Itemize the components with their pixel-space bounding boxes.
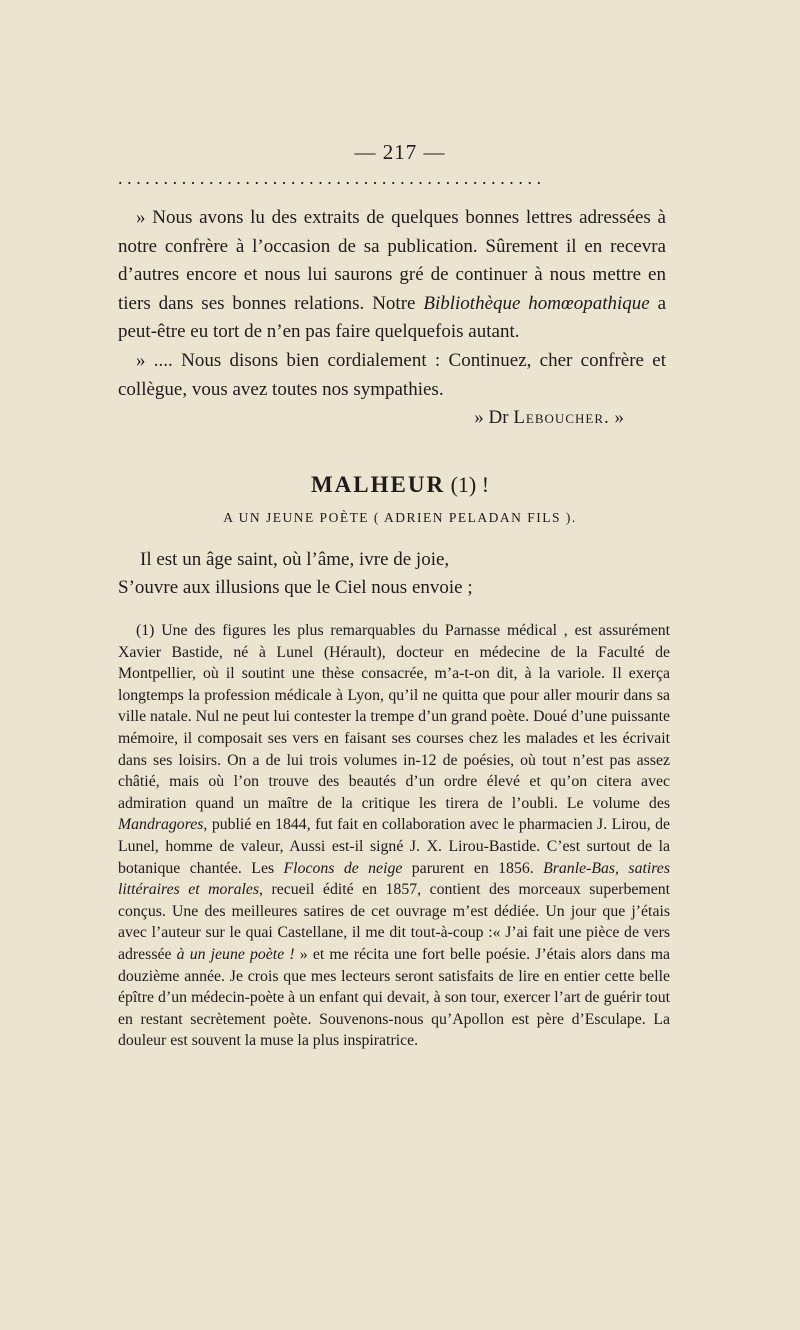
footnote-ref: (1) ! <box>445 472 490 497</box>
footnote-text: (1) Une des figures les plus remarquables du Parnasse médical , est assurément Xavier Bastide, né à Lunel (Hérault), docteur en médecine de la Faculté de Montpellier, où il soutint une thèse consacrée, m’a-t-on dit, à la variole. Il exerça longtemps la profession médicale à Lyon, qu’il ne quitta que pour aller mourir dans sa ville natale. Nul ne peut lui contester la trempe d’un grand poète. Doué d’une puissante mémoire, il composait ses vers en faisant ses courses chez les malades et les écrivait dans ses loisirs. On a de lui trois volumes in-12 de poésies, où tout n’est pas assez châtié, mais où l’on trouve des beautés d’un ordre élevé et qu’on citera avec admiration quand un maître de la critique les tirera de l’oubli. Le volume des Mandragores, publié en 1844, fut fait en collaboration avec le pharmacien J. Lirou, de Lunel, homme de valeur, Aussi est-il signé J. X. Lirou-Bastide. C’est surtout de la botanique chantée. Les Flocons de neige parurent en 1856. Branle-Bas, satires littéraires et morales, recueil édité en 1857, contient des morceaux superbement conçus. Une des meilleures satires de cet ouvrage m’est dédiée. Un jour que j’étais avec l’auteur sur le quai Castellane, il me dit tout-à-coup :« J’ai fait une pièce de vers adressée à un jeune poète ! » et me récita une fort belle poésie. J’étais alors dans ma douzième année. Je crois que mes lecteurs seront satisfaits de lire en entier cette belle épître d’un médecin-poète à un enfant qui devait, à son tour, exercer l’art de guérir tout en restant secrètement poète. Souvenons-nous qu’Apollon est père d’Esculape. La douleur est souvent la muse la plus inspiratrice. <box>118 622 671 1050</box>
poem-heading <box>0 472 800 498</box>
paragraph-text: Notre <box>372 292 424 314</box>
poem-verse <box>118 546 666 602</box>
author-name: Leboucher. <box>513 407 610 429</box>
signature: » Dr Leboucher. » <box>474 407 624 429</box>
book-title: Flocons de neige <box>283 859 403 877</box>
book-title: Branle-Bas, satires littéraires et morales <box>118 859 670 899</box>
verse-line: S’ouvre aux illusions que le Ciel nous envoie ; <box>118 577 473 598</box>
verse-line: Il est un âge saint, où l’âme, ivre de joie, <box>140 549 450 570</box>
page-number: — 217 — <box>354 140 446 164</box>
poem-dedication: A UN JEUNE POÈTE ( ADRIEN PELADAN FILS ). <box>223 510 577 525</box>
poem-title: MALHEUR <box>310 472 446 497</box>
paragraph-text: » Nous avons lu des extraits de quelques bonnes lettres adressées à notre confrère à l’occasion de sa publication. Sûrement il en recevra d’autres encore et nous lui saurons gré de continuer à nous mettre en tiers dans ses bonnes relations. <box>118 207 666 314</box>
poem-quote: à un jeune poète ! <box>176 945 295 963</box>
journal-title: Bibliothèque homœopathique <box>423 292 650 314</box>
paragraph-text: a peut-être eu tort de n’en pas faire quelquefois autant. <box>118 292 667 343</box>
footnote <box>118 620 670 1052</box>
paragraph <box>118 204 666 347</box>
book-title: Mandragores <box>118 816 204 834</box>
paragraph: » .... Nous disons bien cordialement : Continuez, cher confrère et collègue, vous avez toutes nos sympathies. <box>118 349 666 400</box>
ellipsis-line: ............................................... <box>118 168 546 188</box>
letter-excerpt <box>118 204 666 433</box>
